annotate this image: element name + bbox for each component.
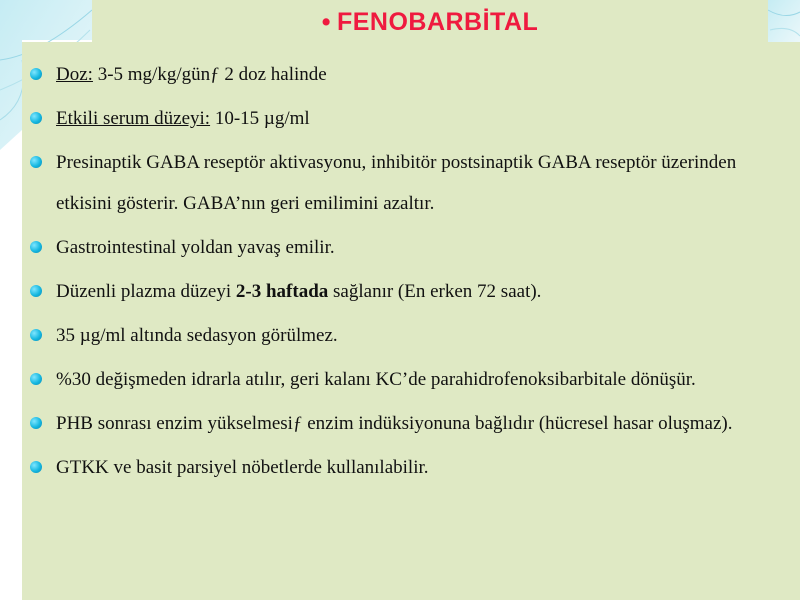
content-panel — [22, 42, 800, 600]
usage-text: GTKK ve basit parsiyel nöbetlerde kullanılabilir. — [56, 457, 429, 478]
steady-state-pre: Düzenli plazma düzeyi — [56, 281, 236, 302]
enzyme-text: PHB sonrası enzim yükselmesiƒ enzim indüksiyonuna bağlıdır (hücresel hasar oluşmaz). — [56, 413, 733, 434]
list-item — [22, 54, 800, 95]
bullet-dot-icon — [30, 417, 42, 429]
sedation-text: 35 µg/ml altında sedasyon görülmez. — [56, 325, 338, 346]
absorption-text: Gastrointestinal yoldan yavaş emilir. — [56, 237, 335, 258]
serum-level-text: 10-15 µg/ml — [210, 108, 310, 129]
title-bullet: • — [321, 8, 331, 36]
excretion-text: %30 değişmeden idrarla atılır, geri kalanı KC’de parahidrofenoksibarbitale dönüşür. — [56, 369, 696, 390]
steady-state-bold: 2-3 haftada — [235, 281, 329, 302]
list-item — [22, 403, 800, 444]
dose-label: Doz: — [56, 64, 93, 85]
slide-title — [92, 8, 768, 37]
list-item — [22, 227, 800, 268]
bullet-dot-icon — [30, 156, 42, 168]
serum-level-label: Etkili serum düzeyi: — [56, 108, 211, 129]
list-item — [22, 447, 800, 488]
bullet-dot-icon — [30, 373, 42, 385]
list-item — [22, 271, 800, 312]
bullet-dot-icon — [30, 461, 42, 473]
list-item — [22, 315, 800, 356]
bullet-dot-icon — [30, 241, 42, 253]
bullet-dot-icon — [30, 285, 42, 297]
bullet-dot-icon — [30, 329, 42, 341]
list-item — [22, 359, 800, 400]
bullet-list — [22, 54, 800, 491]
slide-title-text: FENOBARBİTAL — [336, 8, 539, 36]
dose-text: 3-5 mg/kg/günƒ 2 doz halinde — [92, 64, 327, 85]
title-panel — [92, 0, 768, 46]
list-item — [22, 98, 800, 139]
steady-state-post: sağlanır (En erken 72 saat). — [328, 281, 542, 302]
mechanism-text: Presinaptik GABA reseptör aktivasyonu, inhibitör postsinaptik GABA reseptör üzerinden etkisini gösterir. GABA’nın geri emilimini azaltır. — [56, 152, 737, 214]
list-item — [22, 142, 800, 224]
bullet-dot-icon — [30, 112, 42, 124]
bullet-dot-icon — [30, 68, 42, 80]
